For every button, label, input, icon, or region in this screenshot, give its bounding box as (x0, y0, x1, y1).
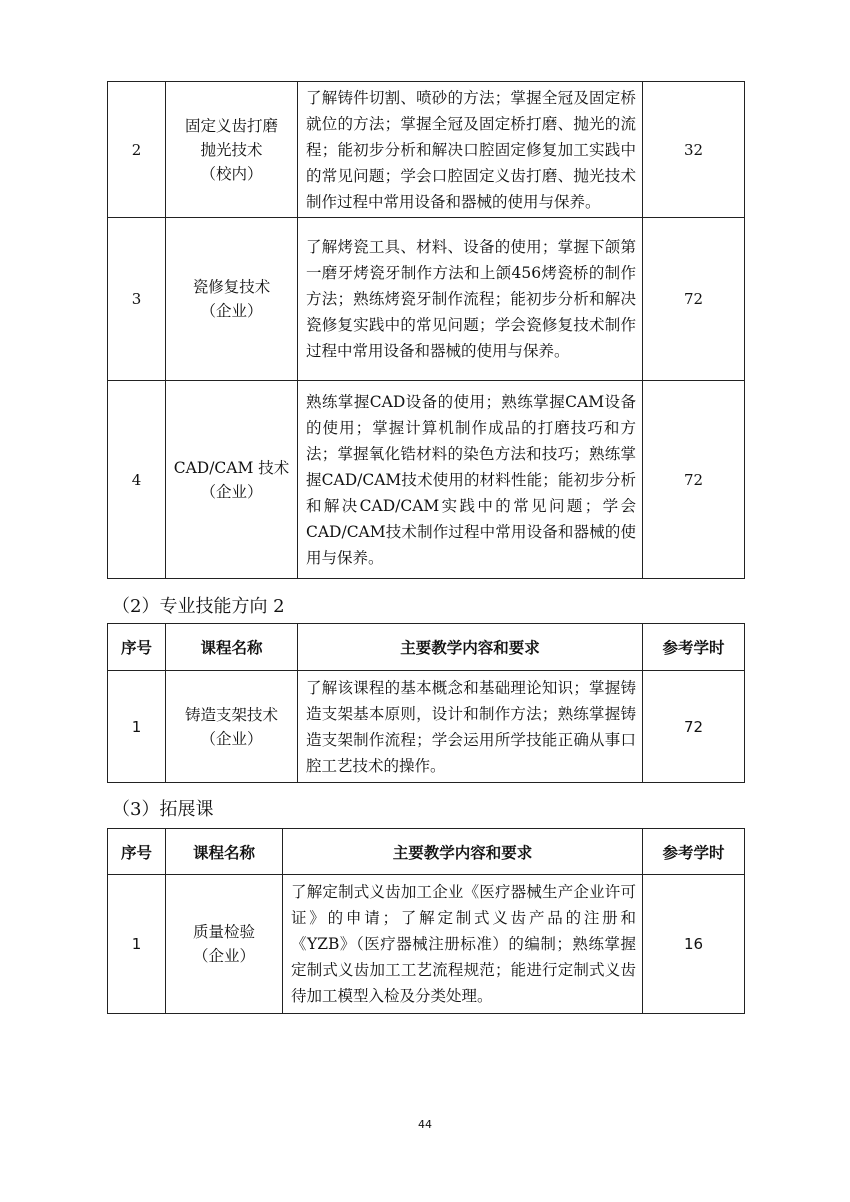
row-number: 2 (108, 82, 166, 218)
table-row (108, 218, 745, 381)
table-row (108, 875, 745, 1014)
row-number: 4 (108, 381, 166, 579)
header-course-name: 课程名称 (166, 624, 298, 671)
course-name: 铸造支架技术 （企业） (166, 671, 298, 783)
table-header-row (108, 829, 745, 875)
reference-hours: 32 (643, 82, 745, 218)
header-number: 序号 (108, 624, 166, 671)
course-name: 质量检验 （企业） (166, 875, 283, 1014)
header-content: 主要教学内容和要求 (283, 829, 643, 875)
header-number: 序号 (108, 829, 166, 875)
reference-hours: 72 (643, 671, 745, 783)
reference-hours: 16 (643, 875, 745, 1014)
section-heading-extension-course: （3）拓展课 (112, 799, 214, 820)
header-hours: 参考学时 (643, 624, 745, 671)
course-table-skill-direction-2 (107, 623, 745, 783)
course-content: 了解定制式义齿加工企业《医疗器械生产企业许可证》的申请；了解定制式义齿产品的注册和《YZB》（医疗器械注册标准）的编制；熟练掌握定制式义齿加工工艺流程规范；能进行定制式义齿待加工模型入检及分类处理。 (283, 875, 643, 1014)
reference-hours: 72 (643, 218, 745, 381)
course-name: CAD/CAM 技术 （企业） (166, 381, 298, 579)
row-number: 1 (108, 671, 166, 783)
reference-hours: 72 (643, 381, 745, 579)
course-table-extension (107, 828, 745, 1014)
section-heading-skill-direction-2: （2）专业技能方向 2 (112, 596, 285, 617)
table-row (108, 381, 745, 579)
course-name: 瓷修复技术 （企业） (166, 218, 298, 381)
row-number: 1 (108, 875, 166, 1014)
course-content: 了解该课程的基本概念和基础理论知识；掌握铸造支架基本原则，设计和制作方法；熟练掌握铸造支架制作流程；学会运用所学技能正确从事口腔工艺技术的操作。 (298, 671, 643, 783)
course-content: 了解烤瓷工具、材料、设备的使用；掌握下颌第一磨牙烤瓷牙制作方法和上颌456烤瓷桥的制作方法；熟练烤瓷牙制作流程；能初步分析和解决瓷修复实践中的常见问题；学会瓷修复技术制作过程中常用设备和器械的使用与保养。 (298, 218, 643, 381)
table-row (108, 82, 745, 218)
table-header-row (108, 624, 745, 671)
course-name: 固定义齿打磨 抛光技术 （校内） (166, 82, 298, 218)
page-number: 44 (418, 1118, 432, 1131)
header-hours: 参考学时 (643, 829, 745, 875)
row-number: 3 (108, 218, 166, 381)
header-course-name: 课程名称 (166, 829, 283, 875)
course-content: 了解铸件切割、喷砂的方法；掌握全冠及固定桥就位的方法；掌握全冠及固定桥打磨、抛光的流程；能初步分析和解决口腔固定修复加工实践中的常见问题；学会口腔固定义齿打磨、抛光技术制作过程中常用设备和器械的使用与保养。 (298, 82, 643, 218)
course-content: 熟练掌握CAD设备的使用；熟练掌握CAM设备的使用；掌握计算机制作成品的打磨技巧和方法；掌握氧化锆材料的染色方法和技巧；熟练掌握CAD/CAM技术使用的材料性能；能初步分析和解决CAD/CAM实践中的常见问题；学会CAD/CAM技术制作过程中常用设备和器械的使用与保养。 (298, 381, 643, 579)
course-table-skill-direction-1 (107, 81, 745, 579)
header-content: 主要教学内容和要求 (298, 624, 643, 671)
table-row (108, 671, 745, 783)
